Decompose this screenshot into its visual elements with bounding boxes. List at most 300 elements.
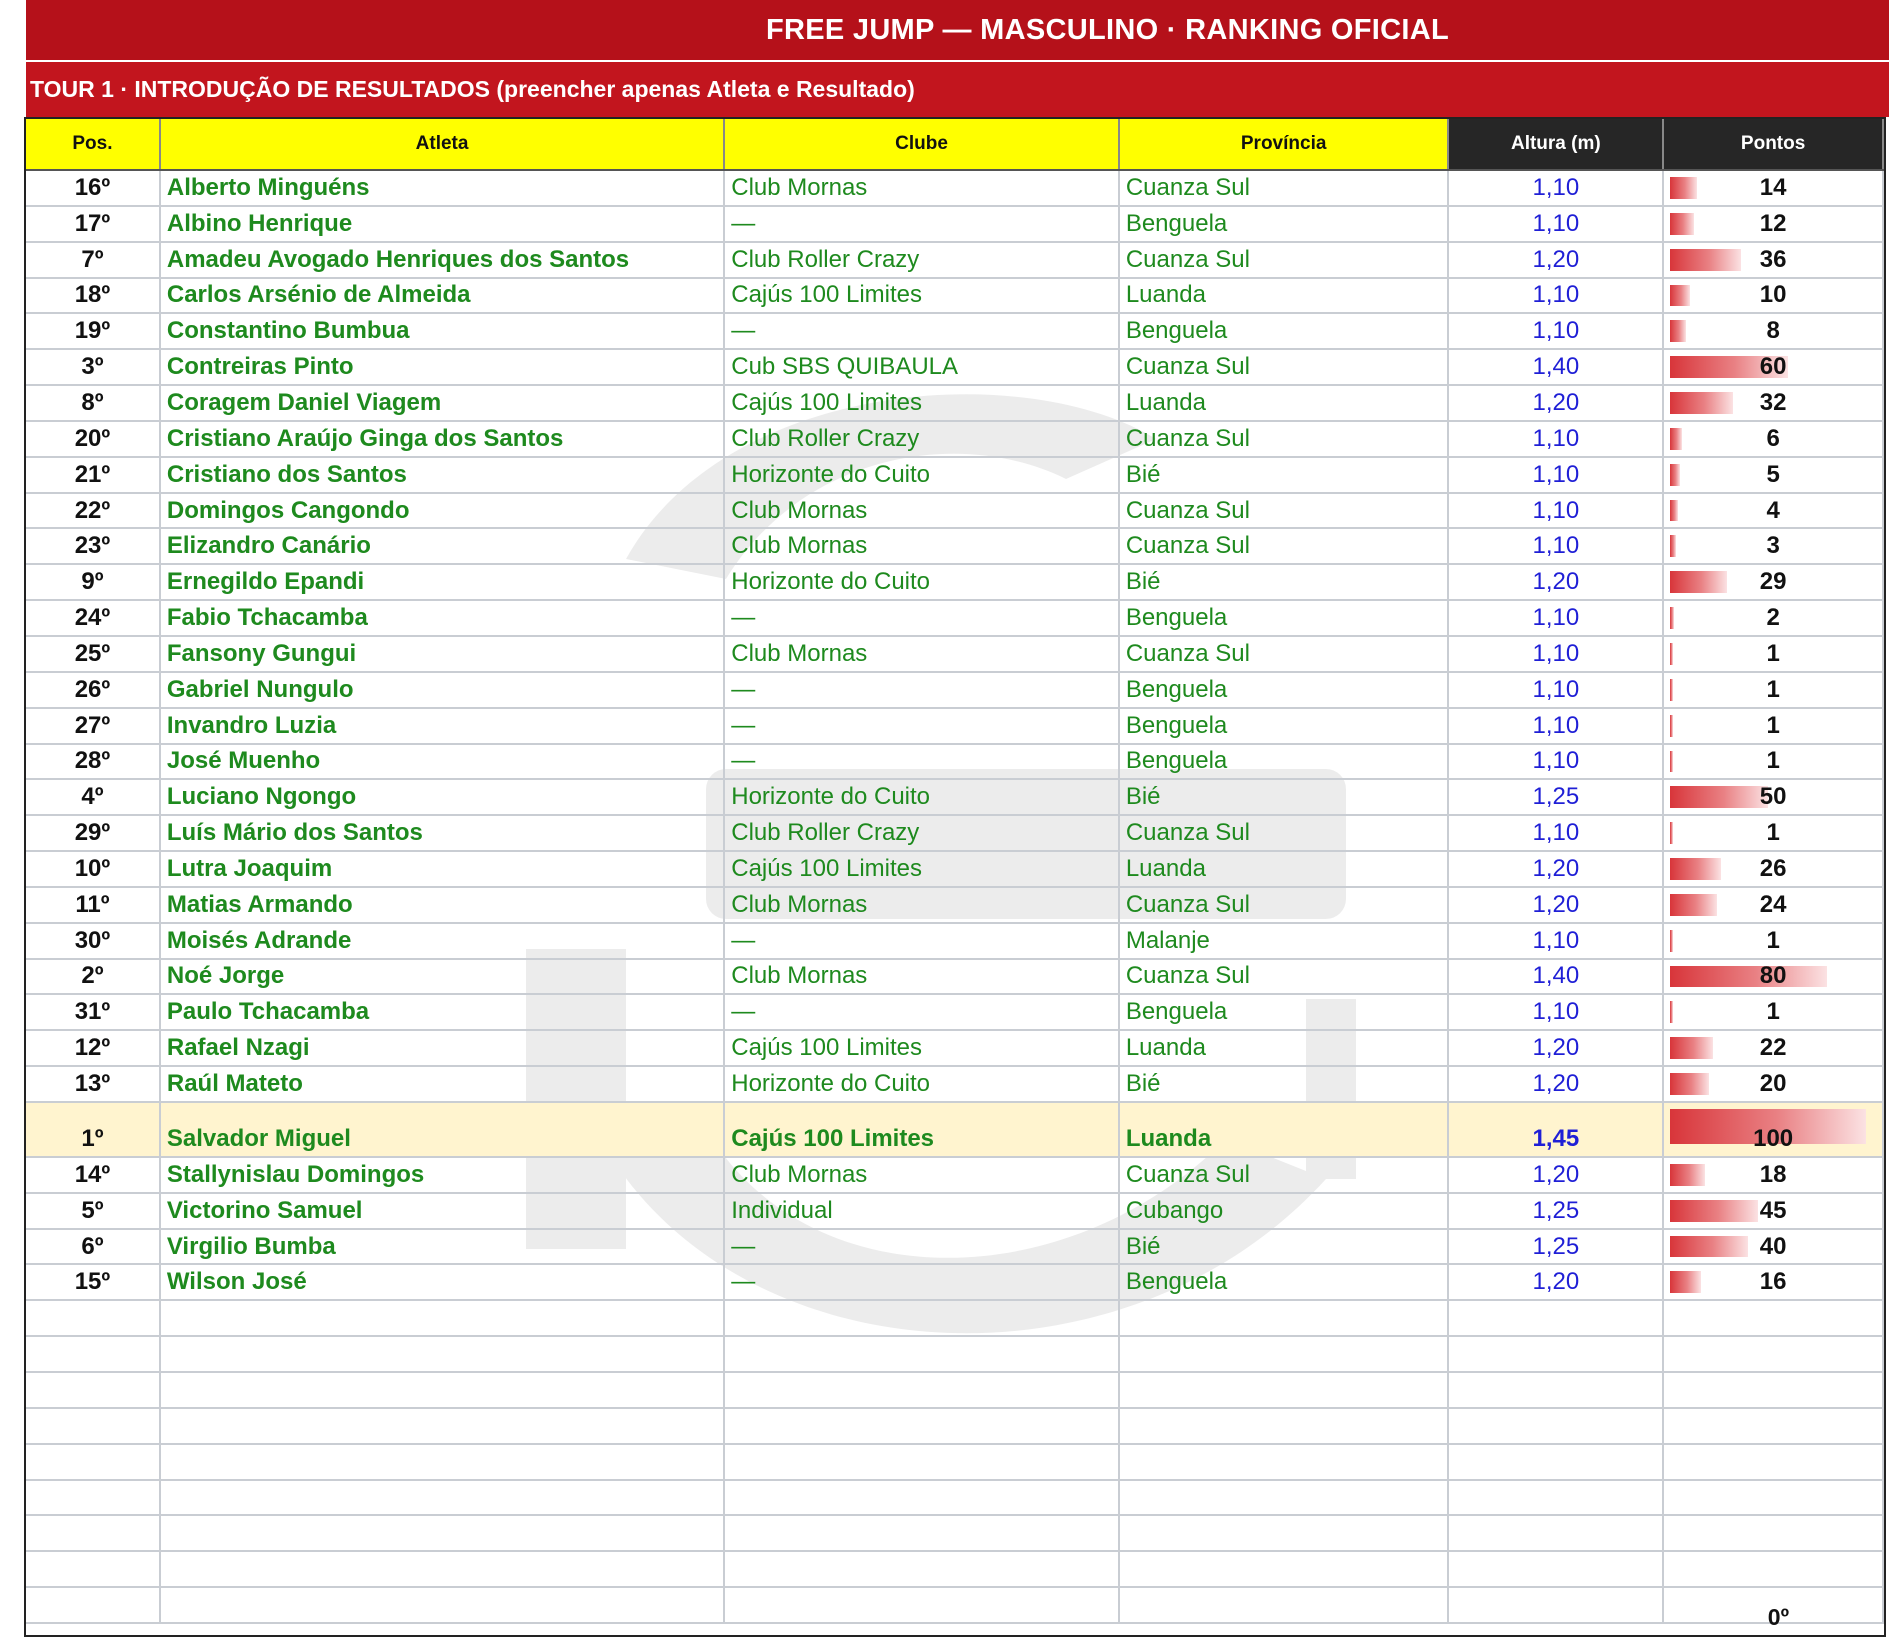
cell-province[interactable] — [1120, 1552, 1450, 1586]
table-row — [26, 995, 1884, 1031]
cell-position[interactable]: 15º — [26, 1265, 161, 1299]
cell-height[interactable]: 1,10 — [1449, 816, 1664, 850]
cell-points[interactable] — [1664, 494, 1884, 528]
cell-position[interactable]: 14º — [26, 1158, 161, 1192]
cell-points[interactable] — [1664, 780, 1884, 814]
cell-athlete[interactable] — [161, 1588, 725, 1622]
cell-height[interactable]: 1,25 — [1449, 780, 1664, 814]
cell-athlete[interactable]: Albino Henrique — [161, 207, 725, 241]
cell-points[interactable] — [1664, 601, 1884, 635]
cell-height[interactable]: 1,10 — [1449, 279, 1664, 313]
cell-province[interactable]: Bié — [1120, 780, 1450, 814]
points-databar — [1670, 428, 1682, 450]
cell-height[interactable] — [1449, 1301, 1664, 1335]
cell-athlete[interactable]: Paulo Tchacamba — [161, 995, 725, 1029]
cell-club[interactable]: Club Mornas — [725, 637, 1120, 671]
points-databar — [1670, 858, 1721, 880]
cell-height[interactable]: 1,10 — [1449, 924, 1664, 958]
cell-height[interactable]: 1,20 — [1449, 243, 1664, 277]
cell-position[interactable]: 13º — [26, 1067, 161, 1101]
cell-athlete[interactable]: Luciano Ngongo — [161, 780, 725, 814]
cell-athlete[interactable]: Luís Mário dos Santos — [161, 816, 725, 850]
points-value: 45 — [1759, 1196, 1787, 1224]
cell-points[interactable] — [1664, 1103, 1884, 1156]
cell-athlete[interactable]: Matias Armando — [161, 888, 725, 922]
cell-position[interactable]: 23º — [26, 529, 161, 563]
cell-points[interactable] — [1664, 1158, 1884, 1192]
cell-height[interactable] — [1449, 1445, 1664, 1479]
cell-athlete[interactable]: Coragem Daniel Viagem — [161, 386, 725, 420]
cell-height[interactable]: 1,10 — [1449, 207, 1664, 241]
cell-position[interactable]: 18º — [26, 279, 161, 313]
cell-points[interactable] — [1664, 1265, 1884, 1299]
points-value: 8 — [1766, 317, 1780, 345]
table-header — [26, 119, 1884, 171]
title-bar — [26, 0, 1889, 60]
cell-province[interactable]: Cuanza Sul — [1120, 637, 1450, 671]
cell-height[interactable]: 1,20 — [1449, 888, 1664, 922]
cell-height[interactable] — [1449, 1337, 1664, 1371]
table-row — [26, 1301, 1884, 1337]
cell-points[interactable] — [1664, 1337, 1884, 1371]
table-row — [26, 422, 1884, 458]
cell-province[interactable]: Cuanza Sul — [1120, 243, 1450, 277]
cell-club[interactable]: Individual — [725, 1194, 1120, 1228]
cell-points[interactable] — [1664, 852, 1884, 886]
cell-club[interactable] — [725, 1409, 1120, 1443]
points-value: 1 — [1766, 926, 1780, 954]
points-databar — [1670, 500, 1678, 522]
cell-position[interactable]: 19º — [26, 314, 161, 348]
table-row — [26, 207, 1884, 243]
cell-athlete[interactable]: Cristiano Araújo Ginga dos Santos — [161, 422, 725, 456]
cell-position[interactable] — [26, 1409, 161, 1443]
cell-athlete[interactable]: Fabio Tchacamba — [161, 601, 725, 635]
cell-province[interactable]: Benguela — [1120, 709, 1450, 743]
cell-points[interactable] — [1664, 1067, 1884, 1101]
cell-club[interactable] — [725, 1516, 1120, 1550]
cell-height[interactable]: 1,10 — [1449, 458, 1664, 492]
col-header-pontos[interactable]: Pontos — [1664, 119, 1884, 169]
cell-points[interactable] — [1664, 1516, 1884, 1550]
points-value: 1 — [1766, 747, 1780, 775]
page-title: FREE JUMP — MASCULINO · RANKING OFICIAL — [765, 13, 1449, 46]
cell-club[interactable]: Cub SBS QUIBAULA — [725, 350, 1120, 384]
cell-athlete[interactable]: Alberto Minguéns — [161, 171, 725, 205]
cell-height[interactable]: 1,10 — [1449, 494, 1664, 528]
cell-athlete[interactable]: Amadeu Avogado Henriques dos Santos — [161, 243, 725, 277]
cell-position[interactable] — [26, 1552, 161, 1586]
cell-province[interactable]: Luanda — [1120, 386, 1450, 420]
cell-athlete[interactable]: Ernegildo Epandi — [161, 565, 725, 599]
cell-position[interactable]: 31º — [26, 995, 161, 1029]
cell-points[interactable] — [1664, 565, 1884, 599]
cell-height[interactable]: 1,10 — [1449, 637, 1664, 671]
cell-athlete[interactable] — [161, 1552, 725, 1586]
cell-points[interactable] — [1664, 924, 1884, 958]
cell-points[interactable] — [1664, 1230, 1884, 1264]
table-row — [26, 1337, 1884, 1373]
col-header-pos[interactable]: Pos. — [26, 119, 161, 169]
cell-height[interactable]: 1,20 — [1449, 1158, 1664, 1192]
points-value: 14 — [1759, 173, 1787, 201]
cell-province[interactable] — [1120, 1409, 1450, 1443]
cell-position[interactable] — [26, 1337, 161, 1371]
cell-height[interactable]: 1,10 — [1449, 314, 1664, 348]
cell-height[interactable]: 1,10 — [1449, 673, 1664, 707]
points-value: 80 — [1759, 962, 1787, 990]
cell-club[interactable]: Cajús 100 Limites — [725, 852, 1120, 886]
cell-height[interactable]: 1,10 — [1449, 709, 1664, 743]
cell-height[interactable]: 1,25 — [1449, 1194, 1664, 1228]
cell-position[interactable]: 27º — [26, 709, 161, 743]
cell-province[interactable]: Cuanza Sul — [1120, 816, 1450, 850]
cell-province[interactable] — [1120, 1445, 1450, 1479]
cell-position[interactable] — [26, 1481, 161, 1515]
cell-points[interactable] — [1664, 1031, 1884, 1065]
cell-club[interactable] — [725, 1481, 1120, 1515]
points-databar — [1670, 535, 1676, 557]
cell-province[interactable]: Benguela — [1120, 1265, 1450, 1299]
cell-province[interactable]: Benguela — [1120, 995, 1450, 1029]
cell-athlete[interactable] — [161, 1516, 725, 1550]
cell-club[interactable]: Club Mornas — [725, 494, 1120, 528]
cell-position[interactable]: 6º — [26, 1230, 161, 1264]
points-value: 1 — [1766, 819, 1780, 847]
cell-province[interactable]: Bié — [1120, 1230, 1450, 1264]
cell-points[interactable] — [1664, 673, 1884, 707]
cell-province[interactable]: Cubango — [1120, 1194, 1450, 1228]
points-value: 29 — [1759, 568, 1787, 596]
points-databar — [1670, 679, 1673, 701]
cell-points[interactable] — [1664, 960, 1884, 994]
points-value: 1 — [1766, 998, 1780, 1026]
points-value: 60 — [1759, 353, 1787, 381]
cell-points[interactable] — [1664, 995, 1884, 1029]
cell-position[interactable] — [26, 1516, 161, 1550]
cell-province[interactable]: Luanda — [1120, 1103, 1450, 1156]
cell-province[interactable]: Benguela — [1120, 601, 1450, 635]
points-value: 18 — [1759, 1160, 1787, 1188]
cell-province[interactable] — [1120, 1337, 1450, 1371]
cell-athlete[interactable]: Fansony Gungui — [161, 637, 725, 671]
points-databar — [1670, 571, 1727, 593]
cell-position[interactable]: 22º — [26, 494, 161, 528]
cell-position[interactable]: 1º — [26, 1103, 161, 1156]
cell-club[interactable]: Horizonte do Cuito — [725, 780, 1120, 814]
points-databar — [1670, 822, 1673, 844]
cell-athlete[interactable]: Gabriel Nungulo — [161, 673, 725, 707]
table-row — [26, 1067, 1884, 1103]
cell-athlete[interactable] — [161, 1445, 725, 1479]
cell-club[interactable]: — — [725, 1230, 1120, 1264]
cell-points[interactable] — [1664, 1301, 1884, 1335]
table-row — [26, 601, 1884, 637]
cell-athlete[interactable]: Moisés Adrande — [161, 924, 725, 958]
cell-athlete[interactable]: Virgilio Bumba — [161, 1230, 725, 1264]
cell-province[interactable]: Benguela — [1120, 673, 1450, 707]
cell-athlete[interactable]: Stallynislau Domingos — [161, 1158, 725, 1192]
cell-height[interactable]: 1,20 — [1449, 1031, 1664, 1065]
points-value: 5 — [1766, 460, 1780, 488]
cell-position[interactable] — [26, 1588, 161, 1622]
cell-province[interactable]: Cuanza Sul — [1120, 888, 1450, 922]
cell-position[interactable]: 9º — [26, 565, 161, 599]
cell-athlete[interactable] — [161, 1409, 725, 1443]
cell-height[interactable]: 1,20 — [1449, 852, 1664, 886]
cell-points[interactable] — [1664, 816, 1884, 850]
results-sheet — [24, 117, 1886, 1637]
cell-height[interactable] — [1449, 1588, 1664, 1622]
cell-position[interactable] — [26, 1445, 161, 1479]
cell-height[interactable] — [1449, 1516, 1664, 1550]
cell-club[interactable]: Club Mornas — [725, 960, 1120, 994]
cell-athlete[interactable]: Constantino Bumbua — [161, 314, 725, 348]
cell-club[interactable] — [725, 1373, 1120, 1407]
cell-position[interactable]: 4º — [26, 780, 161, 814]
cell-height[interactable]: 1,45 — [1449, 1103, 1664, 1156]
table-row — [26, 637, 1884, 673]
table-row — [26, 1103, 1884, 1158]
cell-province[interactable] — [1120, 1373, 1450, 1407]
cell-province[interactable]: Cuanza Sul — [1120, 171, 1450, 205]
cell-club[interactable] — [725, 1552, 1120, 1586]
cell-points[interactable] — [1664, 171, 1884, 205]
cell-club[interactable]: Cajús 100 Limites — [725, 1031, 1120, 1065]
cell-club[interactable] — [725, 1445, 1120, 1479]
cell-position[interactable]: 5º — [26, 1194, 161, 1228]
cell-position[interactable]: 16º — [26, 171, 161, 205]
cell-club[interactable]: Club Roller Crazy — [725, 243, 1120, 277]
cell-height[interactable] — [1449, 1373, 1664, 1407]
cell-club[interactable]: Horizonte do Cuito — [725, 565, 1120, 599]
cell-club[interactable]: Club Mornas — [725, 1158, 1120, 1192]
col-header-altura[interactable]: Altura (m) — [1449, 119, 1664, 169]
cell-province[interactable] — [1120, 1516, 1450, 1550]
cell-position[interactable]: 20º — [26, 422, 161, 456]
cell-club[interactable]: Cajús 100 Limites — [725, 279, 1120, 313]
cell-position[interactable]: 25º — [26, 637, 161, 671]
cell-height[interactable]: 1,10 — [1449, 422, 1664, 456]
points-databar — [1670, 1200, 1758, 1222]
cell-athlete[interactable] — [161, 1301, 725, 1335]
cell-athlete[interactable]: Noé Jorge — [161, 960, 725, 994]
cell-points[interactable] — [1664, 745, 1884, 779]
cell-position[interactable] — [26, 1301, 161, 1335]
points-databar — [1670, 894, 1717, 916]
cell-athlete[interactable] — [161, 1337, 725, 1371]
points-value: 100 — [1753, 1124, 1794, 1152]
cell-athlete[interactable]: Invandro Luzia — [161, 709, 725, 743]
cell-points[interactable] — [1664, 314, 1884, 348]
cell-height[interactable] — [1449, 1409, 1664, 1443]
cell-province[interactable]: Luanda — [1120, 1031, 1450, 1065]
cell-athlete[interactable]: Victorino Samuel — [161, 1194, 725, 1228]
cell-position[interactable]: 12º — [26, 1031, 161, 1065]
cell-position[interactable]: 26º — [26, 673, 161, 707]
cell-points[interactable] — [1664, 386, 1884, 420]
table-row — [26, 852, 1884, 888]
cell-points[interactable] — [1664, 1373, 1884, 1407]
cell-club[interactable]: Horizonte do Cuito — [725, 1067, 1120, 1101]
cell-province[interactable] — [1120, 1481, 1450, 1515]
cell-club[interactable]: Cajús 100 Limites — [725, 386, 1120, 420]
cell-club[interactable]: — — [725, 314, 1120, 348]
cell-club[interactable]: — — [725, 1265, 1120, 1299]
cell-height[interactable]: 1,40 — [1449, 960, 1664, 994]
cell-athlete[interactable]: Lutra Joaquim — [161, 852, 725, 886]
cell-points[interactable] — [1664, 529, 1884, 563]
cell-position[interactable]: 8º — [26, 386, 161, 420]
cell-athlete[interactable]: Cristiano dos Santos — [161, 458, 725, 492]
cell-club[interactable] — [725, 1337, 1120, 1371]
cell-province[interactable]: Cuanza Sul — [1120, 960, 1450, 994]
cell-athlete[interactable]: José Muenho — [161, 745, 725, 779]
cell-points[interactable] — [1664, 1552, 1884, 1586]
cell-points[interactable] — [1664, 1409, 1884, 1443]
cell-position[interactable] — [26, 1373, 161, 1407]
cell-athlete[interactable]: Wilson José — [161, 1265, 725, 1299]
cell-club[interactable] — [725, 1588, 1120, 1622]
cell-club[interactable]: — — [725, 207, 1120, 241]
cell-height[interactable]: 1,10 — [1449, 601, 1664, 635]
cell-height[interactable]: 1,20 — [1449, 565, 1664, 599]
cell-height[interactable]: 1,10 — [1449, 745, 1664, 779]
cell-points[interactable] — [1664, 350, 1884, 384]
table-row — [26, 1265, 1884, 1301]
cell-position[interactable]: 11º — [26, 888, 161, 922]
cell-height[interactable]: 1,20 — [1449, 1067, 1664, 1101]
cell-position[interactable]: 2º — [26, 960, 161, 994]
cell-points[interactable] — [1664, 1194, 1884, 1228]
cell-athlete[interactable] — [161, 1373, 725, 1407]
points-value: 1 — [1766, 675, 1780, 703]
cell-points[interactable] — [1664, 1445, 1884, 1479]
cell-points[interactable] — [1664, 422, 1884, 456]
cell-position[interactable]: 3º — [26, 350, 161, 384]
points-databar — [1670, 177, 1697, 199]
cell-athlete[interactable]: Rafael Nzagi — [161, 1031, 725, 1065]
points-databar — [1670, 966, 1827, 988]
table-row — [26, 1031, 1884, 1067]
points-value: 36 — [1759, 245, 1787, 273]
cell-province[interactable]: Cuanza Sul — [1120, 529, 1450, 563]
points-value: 16 — [1759, 1268, 1787, 1296]
points-databar — [1670, 249, 1741, 271]
cell-province[interactable]: Bié — [1120, 1067, 1450, 1101]
cell-height[interactable] — [1449, 1552, 1664, 1586]
cell-province[interactable]: Benguela — [1120, 745, 1450, 779]
cell-athlete[interactable]: Raúl Mateto — [161, 1067, 725, 1101]
cell-club[interactable]: — — [725, 673, 1120, 707]
points-databar — [1670, 464, 1680, 486]
cell-points[interactable] — [1664, 458, 1884, 492]
cell-club[interactable]: Club Mornas — [725, 171, 1120, 205]
cell-club[interactable]: — — [725, 601, 1120, 635]
col-header-clube[interactable]: Clube — [725, 119, 1120, 169]
cell-club[interactable]: Club Roller Crazy — [725, 422, 1120, 456]
cell-height[interactable]: 1,10 — [1449, 171, 1664, 205]
points-databar — [1670, 751, 1673, 773]
cell-province[interactable]: Luanda — [1120, 852, 1450, 886]
cell-province[interactable]: Bié — [1120, 458, 1450, 492]
cell-position[interactable]: 7º — [26, 243, 161, 277]
cell-province[interactable]: Benguela — [1120, 207, 1450, 241]
cell-height[interactable]: 1,20 — [1449, 386, 1664, 420]
cell-position[interactable]: 21º — [26, 458, 161, 492]
cell-height[interactable]: 1,10 — [1449, 995, 1664, 1029]
cell-position[interactable]: 30º — [26, 924, 161, 958]
cell-height[interactable]: 1,10 — [1449, 529, 1664, 563]
cell-province[interactable]: Cuanza Sul — [1120, 494, 1450, 528]
cell-points[interactable] — [1664, 1481, 1884, 1515]
table-row — [26, 1516, 1884, 1552]
cell-province[interactable]: Cuanza Sul — [1120, 422, 1450, 456]
cell-points[interactable] — [1664, 637, 1884, 671]
cell-club[interactable]: — — [725, 709, 1120, 743]
points-value: 1 — [1766, 711, 1780, 739]
cell-athlete[interactable]: Domingos Cangondo — [161, 494, 725, 528]
points-databar — [1670, 1271, 1701, 1293]
cell-club[interactable]: Cajús 100 Limites — [725, 1103, 1120, 1156]
cell-club[interactable]: Horizonte do Cuito — [725, 458, 1120, 492]
cell-province[interactable] — [1120, 1301, 1450, 1335]
table-row — [26, 924, 1884, 960]
cell-position[interactable]: 24º — [26, 601, 161, 635]
table-row — [26, 1194, 1884, 1230]
cell-province[interactable]: Luanda — [1120, 279, 1450, 313]
cell-province[interactable]: Cuanza Sul — [1120, 350, 1450, 384]
cell-athlete[interactable]: Carlos Arsénio de Almeida — [161, 279, 725, 313]
cell-athlete[interactable]: Elizandro Canário — [161, 529, 725, 563]
cell-position[interactable]: 29º — [26, 816, 161, 850]
cell-athlete[interactable]: Contreiras Pinto — [161, 350, 725, 384]
cell-points[interactable] — [1664, 207, 1884, 241]
table-row — [26, 1552, 1884, 1588]
cell-club[interactable]: Club Mornas — [725, 888, 1120, 922]
cell-club[interactable]: Club Mornas — [725, 529, 1120, 563]
cell-club[interactable] — [725, 1301, 1120, 1335]
cell-position[interactable]: 28º — [26, 745, 161, 779]
cell-province[interactable]: Malanje — [1120, 924, 1450, 958]
cell-club[interactable]: — — [725, 995, 1120, 1029]
cell-points[interactable] — [1664, 279, 1884, 313]
cell-province[interactable]: Cuanza Sul — [1120, 1158, 1450, 1192]
table-row — [26, 673, 1884, 709]
cell-points[interactable] — [1664, 888, 1884, 922]
cell-points[interactable] — [1664, 709, 1884, 743]
cell-club[interactable]: — — [725, 745, 1120, 779]
cell-athlete[interactable]: Salvador Miguel — [161, 1103, 725, 1156]
cell-athlete[interactable] — [161, 1481, 725, 1515]
cell-points[interactable] — [1664, 243, 1884, 277]
cell-height[interactable]: 1,40 — [1449, 350, 1664, 384]
cell-position[interactable]: 10º — [26, 852, 161, 886]
cell-club[interactable]: Club Roller Crazy — [725, 816, 1120, 850]
cell-province[interactable]: Benguela — [1120, 314, 1450, 348]
col-header-provincia[interactable]: Província — [1120, 119, 1450, 169]
cell-height[interactable]: 1,20 — [1449, 1265, 1664, 1299]
cell-height[interactable]: 1,25 — [1449, 1230, 1664, 1264]
cell-height[interactable] — [1449, 1481, 1664, 1515]
table-row — [26, 243, 1884, 279]
col-header-atleta[interactable]: Atleta — [161, 119, 725, 169]
cell-province[interactable] — [1120, 1588, 1450, 1622]
cell-province[interactable]: Bié — [1120, 565, 1450, 599]
points-value: 26 — [1759, 854, 1787, 882]
cell-position[interactable]: 17º — [26, 207, 161, 241]
cell-club[interactable]: — — [725, 924, 1120, 958]
